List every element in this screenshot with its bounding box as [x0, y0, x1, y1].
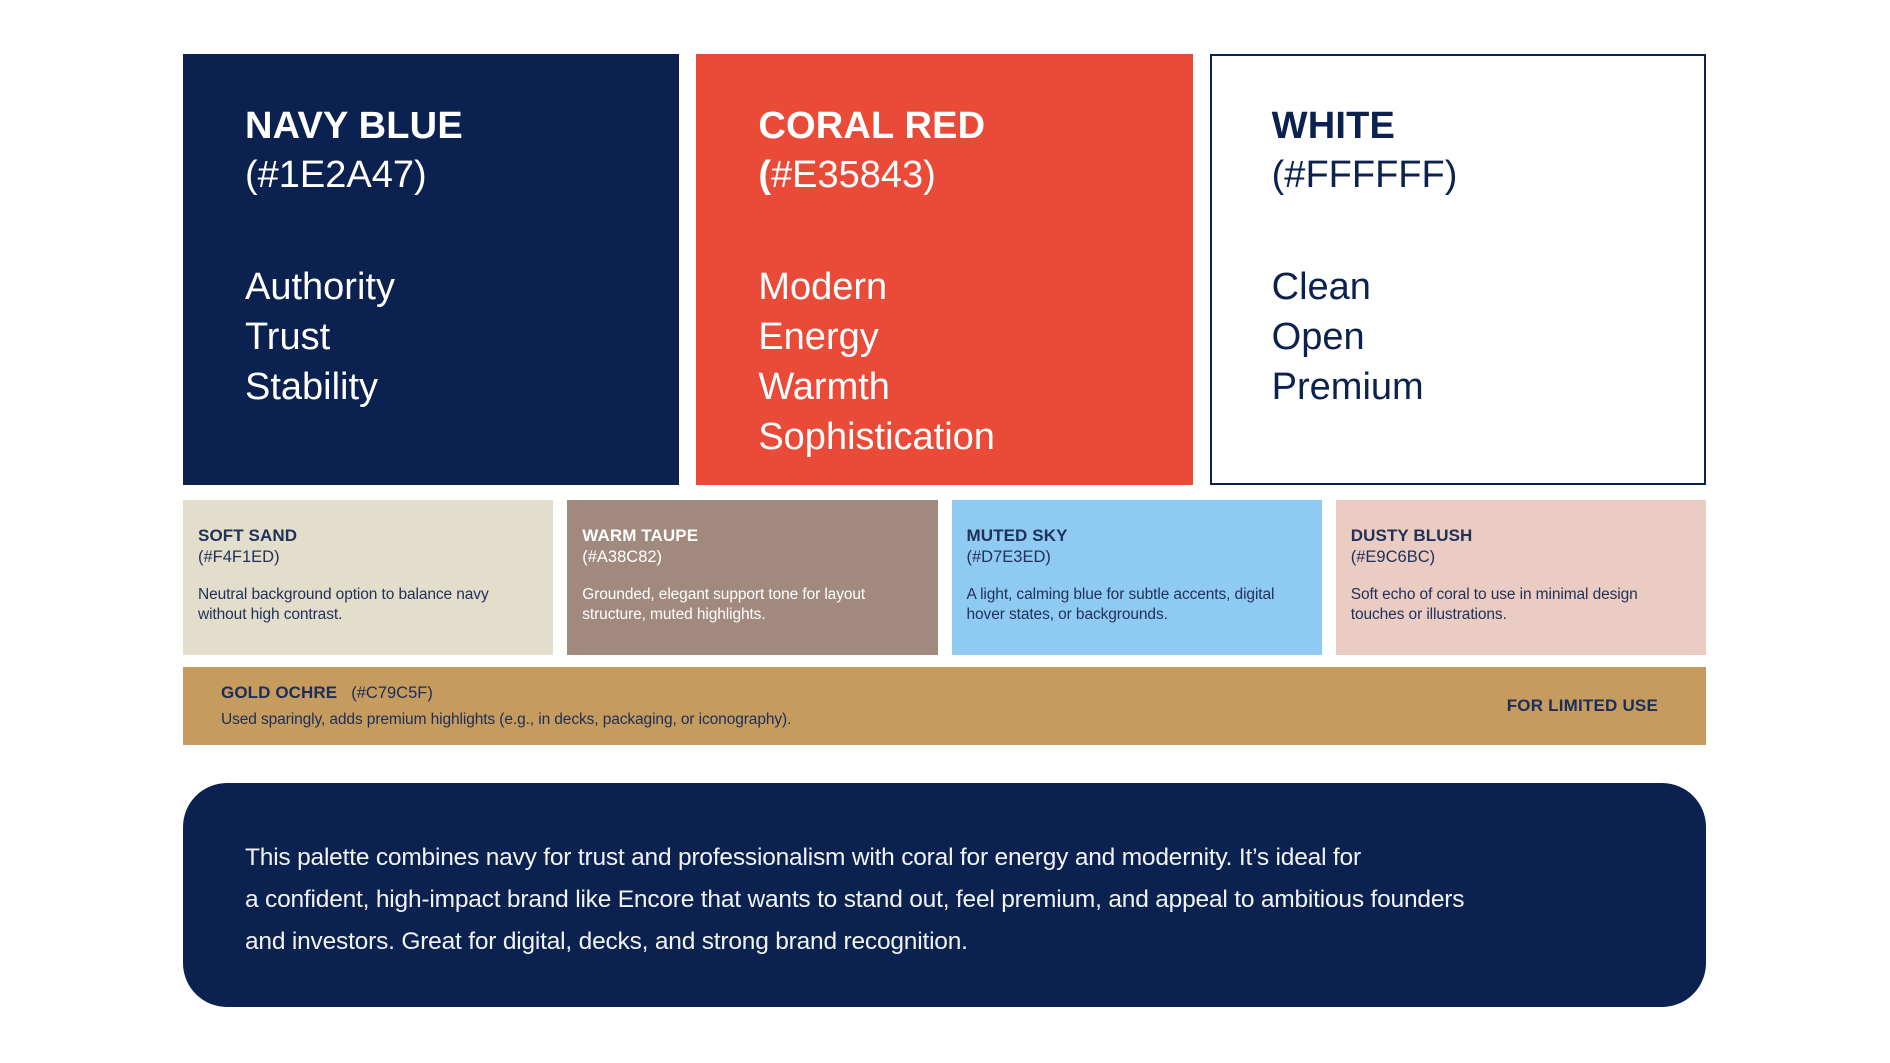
color-name-label: CORAL RED: [758, 105, 986, 147]
color-card-dusty-blush: [1336, 500, 1706, 655]
color-trait: Sophistication: [758, 416, 995, 458]
color-description: Neutral background option to balance navy without high contrast.: [198, 586, 489, 623]
color-traits: [1272, 262, 1650, 412]
palette-summary-box: [183, 783, 1706, 1007]
color-description: Grounded, elegant support tone for layout structure, muted highlights.: [582, 586, 866, 623]
color-hex-label: [758, 151, 1136, 200]
color-card-navy-blue: [183, 54, 679, 485]
hex-value: #E35843): [770, 154, 936, 196]
color-hex-label: (#1E2A47): [245, 154, 427, 196]
color-description: Used sparingly, adds premium highlights (e.g., in decks, packaging, or iconography).: [221, 711, 792, 728]
color-card-coral-red: [696, 54, 1192, 485]
color-hex-label: (#FFFFFF): [1271, 154, 1458, 196]
color-hex-label: (#D7E3ED): [966, 548, 1051, 566]
color-traits: [245, 262, 623, 412]
palette-content: [183, 54, 1706, 1007]
color-trait: Stability: [245, 366, 379, 408]
color-trait: Trust: [245, 316, 331, 358]
color-card-soft-sand: [183, 500, 553, 655]
color-trait: Premium: [1271, 366, 1424, 408]
secondary-color-cards: [183, 500, 1706, 655]
color-trait: Modern: [758, 266, 888, 308]
summary-line-2: a confident, high-impact brand like Encore that wants to stand out, feel premium, and appeal to ambitious founders: [245, 886, 1465, 913]
summary-line-3: and investors. Great for digital, decks, and strong brand recognition.: [245, 928, 968, 955]
color-name-label: WARM TAUPE: [582, 526, 699, 545]
color-trait: Warmth: [758, 366, 890, 408]
color-trait: Energy: [758, 316, 879, 358]
color-card-muted-sky: [952, 500, 1322, 655]
color-trait: Clean: [1271, 266, 1371, 308]
color-hex-label: (#C79C5F): [351, 684, 433, 702]
color-name-label: NAVY BLUE: [245, 105, 463, 147]
color-trait: Open: [1271, 316, 1365, 358]
color-hex-label: (#A38C82): [582, 548, 663, 566]
color-description: Soft echo of coral to use in minimal design touches or illustrations.: [1350, 586, 1638, 623]
color-description: A light, calming blue for subtle accents, digital hover states, or backgrounds.: [966, 586, 1275, 623]
color-name-label: GOLD OCHRE: [221, 683, 338, 702]
color-card-white: [1210, 54, 1706, 485]
color-trait: Authority: [245, 266, 395, 308]
color-name-label: WHITE: [1271, 105, 1396, 147]
color-name-label: MUTED SKY: [966, 526, 1068, 545]
color-card-warm-taupe: [567, 500, 937, 655]
color-name-label: DUSTY BLUSH: [1350, 526, 1473, 545]
color-hex-label: (#F4F1ED): [198, 548, 280, 566]
summary-line-1: This palette combines navy for trust and professionalism with coral for energy and modernity. It’s ideal for: [245, 844, 1361, 871]
hex-open-paren: (: [758, 154, 771, 196]
primary-color-cards: [183, 54, 1706, 485]
color-traits: [758, 262, 1136, 462]
gold-ochre-bar: [183, 667, 1706, 745]
gold-ochre-title-line: [221, 679, 1658, 707]
color-hex-label: (#E9C6BC): [1350, 548, 1436, 566]
limited-use-note: FOR LIMITED USE: [1506, 696, 1658, 715]
color-name-label: SOFT SAND: [198, 526, 298, 545]
